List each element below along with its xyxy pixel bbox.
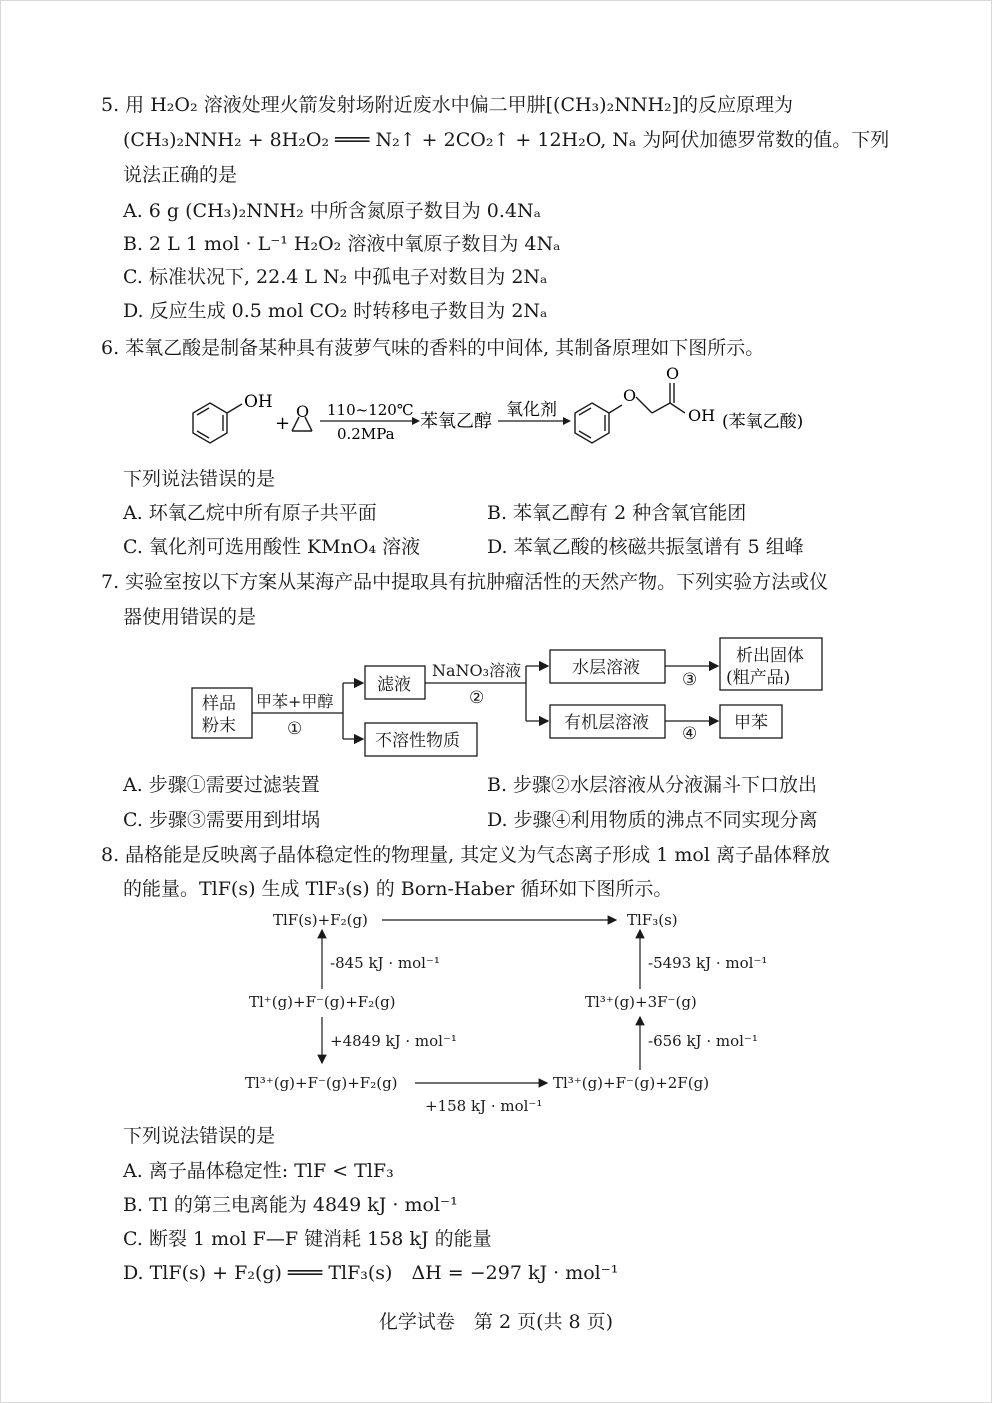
q6-option-d: D. 苯氧乙酸的核磁共振氢谱有 5 组峰 (487, 536, 804, 558)
energy-bottom: +158 kJ · mol⁻¹ (425, 1097, 543, 1115)
cycle-mid-left: Tl⁺(g)+F⁻(g)+F₂(g) (249, 993, 396, 1011)
water-layer-label: 水层溶液 (572, 658, 640, 678)
q6-option-b: B. 苯氧乙醇有 2 种含氧官能团 (487, 502, 747, 524)
q5-line1: 5. 用 H₂O₂ 溶液处理火箭发射场附近废水中偏二甲肼[(CH₃)₂NNH₂]的反应原理为 (101, 94, 794, 116)
page-footer: 化学试卷 第 2 页(共 8 页) (378, 1311, 614, 1333)
q6-reaction-scheme (180, 365, 860, 455)
energy-left-lower: +4849 kJ · mol⁻¹ (330, 1032, 457, 1050)
cycle-bottom-left: Tl³⁺(g)+F⁻(g)+F₂(g) (245, 1074, 398, 1092)
product-carbonyl-o: O (666, 365, 680, 383)
insoluble-label: 不溶性物质 (375, 731, 460, 751)
precipitate-label-1: 析出固体 (736, 646, 804, 666)
q8-option-c: C. 断裂 1 mol F—F 键消耗 158 kJ 的能量 (123, 1228, 492, 1250)
q6-stem: 下列说法错误的是 (123, 468, 276, 490)
product-oh: OH (688, 406, 716, 425)
q5-option-a: A. 6 g (CH₃)₂NNH₂ 中所含氮原子数目为 0.4Nₐ (123, 200, 541, 222)
filtrate-label: 滤液 (377, 675, 411, 695)
product-ether-o: O (623, 386, 637, 405)
phenol-ring (193, 403, 242, 443)
sample-label-2: 粉末 (202, 716, 236, 736)
q7-option-c: C. 步骤③需要用到坩埚 (123, 809, 320, 831)
q7-line2: 器使用错误的是 (123, 606, 257, 628)
sample-label-1: 样品 (202, 694, 236, 714)
q8-option-d: D. TlF(s) + F₂(g) ═══ TlF₃(s) ΔH = −297 kJ · mol⁻¹ (123, 1262, 619, 1284)
organic-layer-label: 有机层溶液 (564, 713, 649, 733)
q8-line2: 的能量。TlF(s) 生成 TlF₃(s) 的 Born-Haber 循环如下图所示。 (123, 878, 673, 900)
q6-option-a: A. 环氧乙烷中所有原子共平面 (123, 502, 377, 524)
condition-pressure: 0.2MPa (337, 425, 395, 443)
q8-option-a: A. 离子晶体稳定性: TlF < TlF₃ (123, 1160, 394, 1182)
step1-label: ① (287, 719, 303, 739)
condition-temperature: 110~120℃ (327, 401, 414, 419)
toluene-label: 甲苯 (734, 713, 768, 733)
cycle-bottom-right: Tl³⁺(g)+F⁻(g)+2F(g) (553, 1074, 710, 1092)
energy-right-upper: -5493 kJ · mol⁻¹ (648, 954, 768, 972)
q7-option-a: A. 步骤①需要过滤装置 (123, 774, 320, 796)
energy-right-lower: -656 kJ · mol⁻¹ (648, 1032, 758, 1050)
q8-born-haber-cycle (235, 905, 775, 1120)
epoxide-o: O (296, 402, 310, 421)
reagent2-label: NaNO₃溶液 (432, 661, 522, 680)
oxidant-label: 氧化剂 (506, 400, 557, 420)
q7-flow-diagram (180, 633, 840, 768)
plus-sign: + (275, 413, 291, 434)
energy-left-upper: -845 kJ · mol⁻¹ (330, 954, 440, 972)
intermediate-name: 苯氧乙醇 (420, 411, 492, 432)
q6-option-c: C. 氧化剂可选用酸性 KMnO₄ 溶液 (123, 536, 421, 558)
q8-stem: 下列说法错误的是 (123, 1125, 276, 1147)
q5-line3: 说法正确的是 (123, 164, 238, 186)
q7-option-d: D. 步骤④利用物质的沸点不同实现分离 (487, 809, 818, 831)
cycle-mid-right: Tl³⁺(g)+3F⁻(g) (585, 993, 697, 1011)
q8-option-b: B. Tl 的第三电离能为 4849 kJ · mol⁻¹ (123, 1194, 458, 1216)
q5-option-d: D. 反应生成 0.5 mol CO₂ 时转移电子数目为 2Nₐ (123, 300, 548, 322)
q5-option-c: C. 标准状况下, 22.4 L N₂ 中孤电子对数目为 2Nₐ (123, 266, 548, 288)
q7-option-b: B. 步骤②水层溶液从分液漏斗下口放出 (487, 774, 818, 796)
step3-label: ③ (682, 670, 698, 690)
q7-line1: 7. 实验室按以下方案从某海产品中提取具有抗肿瘤活性的天然产物。下列实验方法或仪 (101, 571, 829, 593)
q5-option-b: B. 2 L 1 mol · L⁻¹ H₂O₂ 溶液中氧原子数目为 4Nₐ (123, 233, 561, 255)
product-name: (苯氧乙酸) (722, 412, 804, 432)
phenol-oh: OH (244, 392, 273, 412)
q5-line2: (CH₃)₂NNH₂ + 8H₂O₂ ═══ N₂↑ + 2CO₂↑ + 12H₂O, Nₐ 为阿伏加德罗常数的值。下列 (123, 129, 890, 151)
precipitate-label-2: (粗产品) (726, 668, 791, 688)
q8-line1: 8. 晶格能是反映离子晶体稳定性的物理量, 其定义为气态离子形成 1 mol 离子晶体释放 (101, 844, 830, 866)
q6-line1: 6. 苯氧乙酸是制备某种具有菠萝气味的香料的中间体, 其制备原理如下图所示。 (101, 337, 765, 359)
cycle-top-right: TlF₃(s) (627, 911, 678, 929)
cycle-top-left: TlF(s)+F₂(g) (273, 911, 368, 929)
step4-label: ④ (682, 724, 698, 744)
step2-label: ② (469, 688, 485, 708)
reagent1-label: 甲苯+甲醇 (256, 692, 334, 711)
